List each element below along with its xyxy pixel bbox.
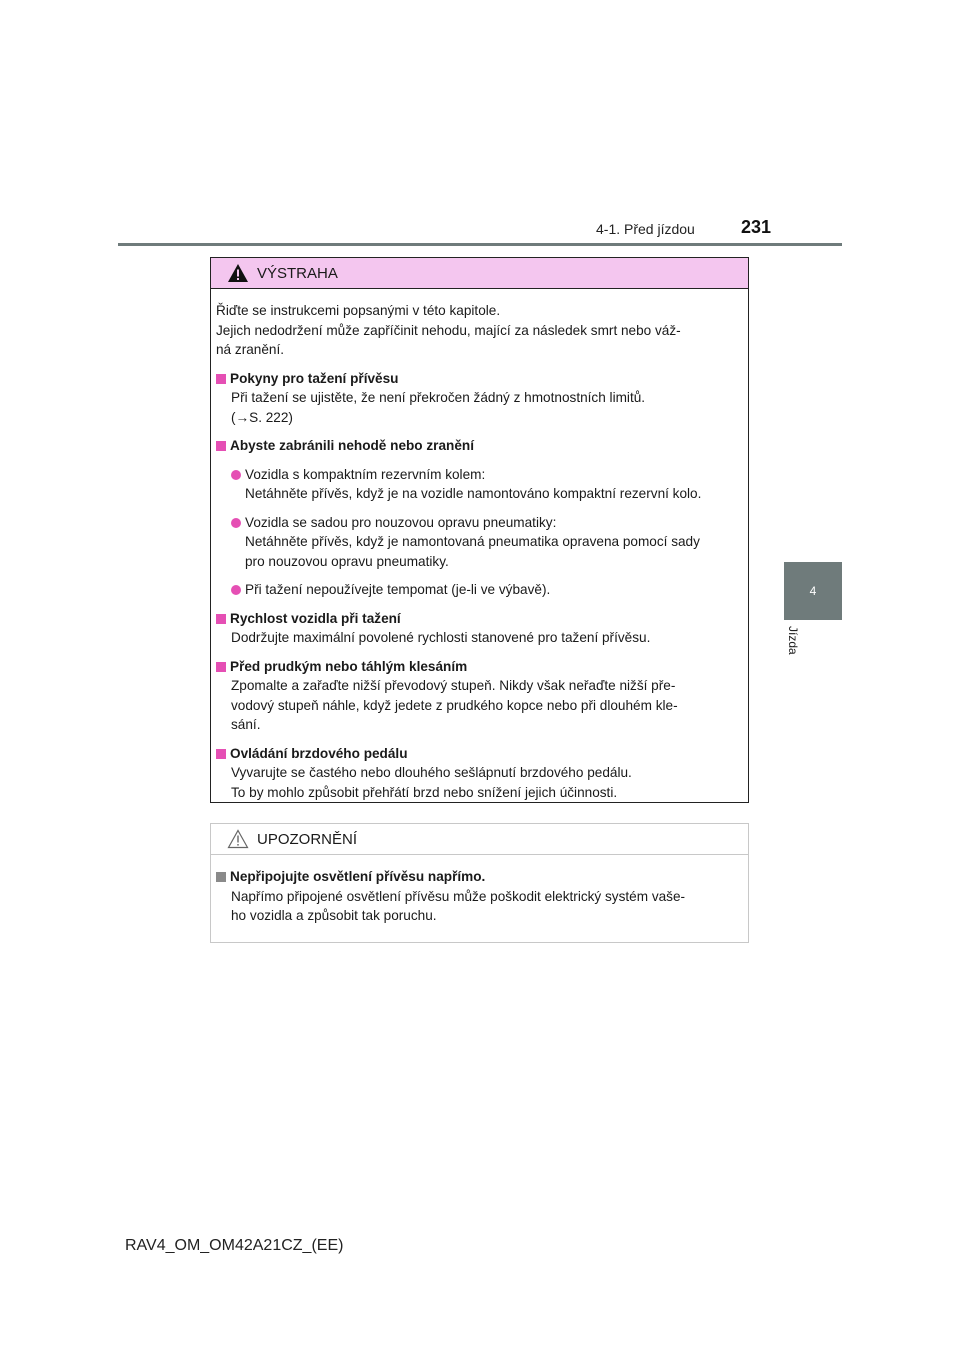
bullet-line: Vozidla se sadou pro nouzovou opravu pneumatiky: bbox=[245, 514, 557, 530]
warning-header bbox=[211, 258, 748, 289]
intro-line: ná zranění. bbox=[216, 342, 285, 357]
section-line: (→S. 222) bbox=[231, 409, 293, 425]
intro-line: Jejich nedodržení může zapříčinit nehodu, mající za následek smrt nebo váž- bbox=[216, 322, 681, 338]
footer-code: RAV4_OM_OM42A21CZ_(EE) bbox=[125, 1237, 344, 1254]
list-item bbox=[216, 580, 743, 600]
chapter-label-text: Jízda bbox=[786, 626, 800, 655]
caution-section-lighting bbox=[216, 867, 743, 926]
section-line: sání. bbox=[231, 717, 261, 732]
section-title-text: Nepřipojujte osvětlení přívěsu napřímo. bbox=[230, 869, 486, 884]
warning-section-brake bbox=[216, 744, 743, 803]
bullet-line: Vozidla s kompaktním rezervním kolem: bbox=[245, 466, 486, 482]
section-title-text: Před prudkým nebo táhlým klesáním bbox=[230, 658, 468, 674]
section-marker bbox=[216, 872, 226, 882]
bullet-dot bbox=[231, 470, 241, 480]
chapter-tab bbox=[784, 562, 842, 620]
caution-triangle-icon bbox=[227, 829, 249, 849]
bullet-line: Netáhněte přívěs, když je na vozidle namontováno kompaktní rezervní kolo. bbox=[245, 486, 702, 501]
section-marker bbox=[216, 614, 226, 624]
section-line: Vyvarujte se častého nebo dlouhého sešlápnutí brzdového pedálu. bbox=[231, 765, 632, 780]
bullet-line: Při tažení nepoužívejte tempomat (je-li ve výbavě). bbox=[245, 582, 551, 597]
section-title: 4-1. Před jízdou bbox=[596, 221, 695, 237]
section-line: Při tažení se ujistěte, že není překročen žádný z hmotnostních limitů. bbox=[231, 390, 646, 405]
warning-section-prevention bbox=[216, 436, 743, 456]
warning-heading: VÝSTRAHA bbox=[257, 264, 338, 282]
bullet-dot bbox=[231, 518, 241, 528]
caution-box bbox=[210, 823, 749, 943]
warning-section-speed bbox=[216, 609, 743, 648]
intro-line: Řiďte se instrukcemi popsanými v této kapitole. bbox=[216, 303, 501, 318]
section-line: vodový stupeň náhle, když jedete z prudkého kopce nebo při dlouhém kle- bbox=[231, 697, 678, 713]
section-line: ho vozidla a způsobit tak poruchu. bbox=[231, 908, 437, 923]
caution-body bbox=[211, 855, 748, 926]
chapter-label bbox=[786, 626, 800, 686]
section-marker bbox=[216, 662, 226, 672]
caution-heading: UPOZORNĚNÍ bbox=[257, 830, 358, 848]
section-title-text: Rychlost vozidla při tažení bbox=[230, 610, 401, 626]
section-line: Napřímo připojené osvětlení přívěsu může poškodit elektrický systém vaše- bbox=[231, 888, 686, 904]
list-item bbox=[216, 513, 743, 572]
list-item bbox=[216, 465, 743, 504]
warning-triangle-icon bbox=[227, 263, 249, 283]
warning-section-towing bbox=[216, 369, 743, 428]
section-line: Zpomalte a zařaďte nižší převodový stupeň. Nikdy však neřaďte nižší pře- bbox=[231, 678, 676, 693]
chapter-number: 4 bbox=[809, 584, 817, 598]
warning-box bbox=[210, 257, 749, 803]
section-title-text: Ovládání brzdového pedálu bbox=[230, 745, 408, 761]
section-line: To by mohlo způsobit přehřátí brzd nebo snížení jejich účinnosti. bbox=[231, 784, 618, 800]
bullet-line: Netáhněte přívěs, když je namontovaná pneumatika opravena pomocí sady bbox=[245, 534, 700, 549]
section-line: Dodržujte maximální povolené rychlosti stanovené pro tažení přívěsu. bbox=[231, 630, 651, 645]
warning-body bbox=[211, 289, 748, 802]
page-number: 231 bbox=[741, 217, 772, 237]
section-marker bbox=[216, 749, 226, 759]
warning-section-descent bbox=[216, 657, 743, 735]
section-marker bbox=[216, 374, 226, 384]
bullet-dot bbox=[231, 585, 241, 595]
caution-header bbox=[211, 824, 748, 855]
section-marker bbox=[216, 441, 226, 451]
warning-intro bbox=[216, 301, 743, 360]
section-title-text: Abyste zabránili nehodě nebo zranění bbox=[230, 438, 474, 453]
header-rule bbox=[118, 243, 842, 246]
section-title-text: Pokyny pro tažení přívěsu bbox=[230, 370, 399, 386]
bullet-line: pro nouzovou opravu pneumatiky. bbox=[245, 553, 449, 569]
